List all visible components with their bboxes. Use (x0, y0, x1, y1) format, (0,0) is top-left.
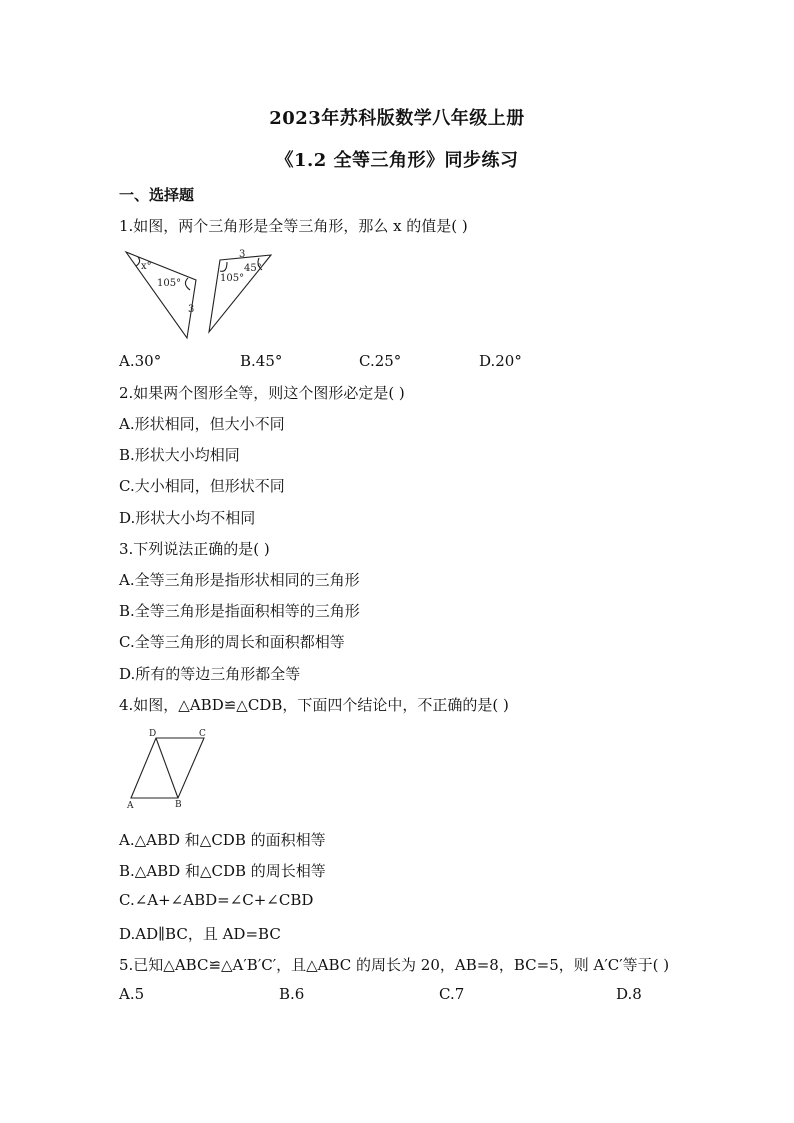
question-4-option-c[interactable]: C.∠A+∠ABD=∠C+∠CBD (119, 891, 314, 909)
left-triangle (126, 252, 196, 338)
vertex-label-d: D (149, 729, 157, 739)
vertex-label-a: A (127, 801, 134, 811)
question-1-figure (119, 246, 309, 341)
question-5-option-a[interactable]: A.5 (119, 985, 145, 1003)
question-2-option-a[interactable]: A.形状相同，但大小不同 (119, 415, 285, 433)
question-5-option-d[interactable]: D.8 (616, 985, 642, 1003)
question-4-figure (119, 726, 219, 812)
question-4-option-a[interactable]: A.△ABD 和△CDB 的面积相等 (119, 831, 326, 849)
label-3-right: 3 (239, 249, 246, 260)
question-2-option-c[interactable]: C.大小相同，但形状不同 (119, 477, 285, 495)
question-3-option-a[interactable]: A.全等三角形是指形状相同的三角形 (119, 571, 360, 589)
question-5-option-c[interactable]: C.7 (439, 985, 465, 1003)
question-5-stem: 5.已知△ABC≌△A′B′C′，且△ABC 的周长为 20，AB=8，BC=5，则 A′C′等于( ) (119, 956, 670, 974)
section-heading: 一、选择题 (119, 186, 195, 204)
label-105-right: 105° (220, 273, 245, 284)
question-1-option-c[interactable]: C.25° (359, 352, 402, 370)
question-2-option-d[interactable]: D.形状大小均不相同 (119, 509, 256, 527)
question-1-option-a[interactable]: A.30° (119, 352, 162, 370)
question-4-stem: 4.如图，△ABD≌△CDB，下面四个结论中，不正确的是( ) (119, 696, 509, 714)
label-3-left: 3 (188, 304, 195, 315)
label-105-left: 105° (157, 278, 182, 289)
question-1-stem: 1.如图，两个三角形是全等三角形，那么 x 的值是( ) (119, 217, 468, 235)
question-3-option-d[interactable]: D.所有的等边三角形都全等 (119, 665, 301, 683)
question-3-option-c[interactable]: C.全等三角形的周长和面积都相等 (119, 633, 345, 651)
label-45-right: 45° (244, 263, 262, 274)
left-angle-arc-x (136, 257, 140, 266)
vertex-label-c: C (199, 729, 206, 739)
question-2-option-b[interactable]: B.形状大小均相同 (119, 446, 240, 464)
doc-subtitle: 《1.2 全等三角形》同步练习 (275, 150, 519, 171)
right-angle-arc-105 (220, 262, 227, 271)
vertex-label-b: B (175, 800, 182, 810)
question-1-option-b[interactable]: B.45° (240, 352, 283, 370)
label-x: x° (141, 261, 152, 272)
question-3-option-b[interactable]: B.全等三角形是指面积相等的三角形 (119, 602, 360, 620)
doc-title: 2023年苏科版数学八年级上册 (269, 108, 525, 129)
question-3-stem: 3.下列说法正确的是( ) (119, 540, 270, 558)
question-4-option-d[interactable]: D.AD∥BC，且 AD=BC (119, 925, 281, 943)
diagonal-bd (156, 738, 178, 798)
left-angle-arc-105 (185, 278, 190, 290)
question-5-option-b[interactable]: B.6 (279, 985, 305, 1003)
question-1-option-d[interactable]: D.20° (479, 352, 522, 370)
question-2-stem: 2.如果两个图形全等，则这个图形必定是( ) (119, 384, 405, 402)
question-4-option-b[interactable]: B.△ABD 和△CDB 的周长相等 (119, 862, 326, 880)
